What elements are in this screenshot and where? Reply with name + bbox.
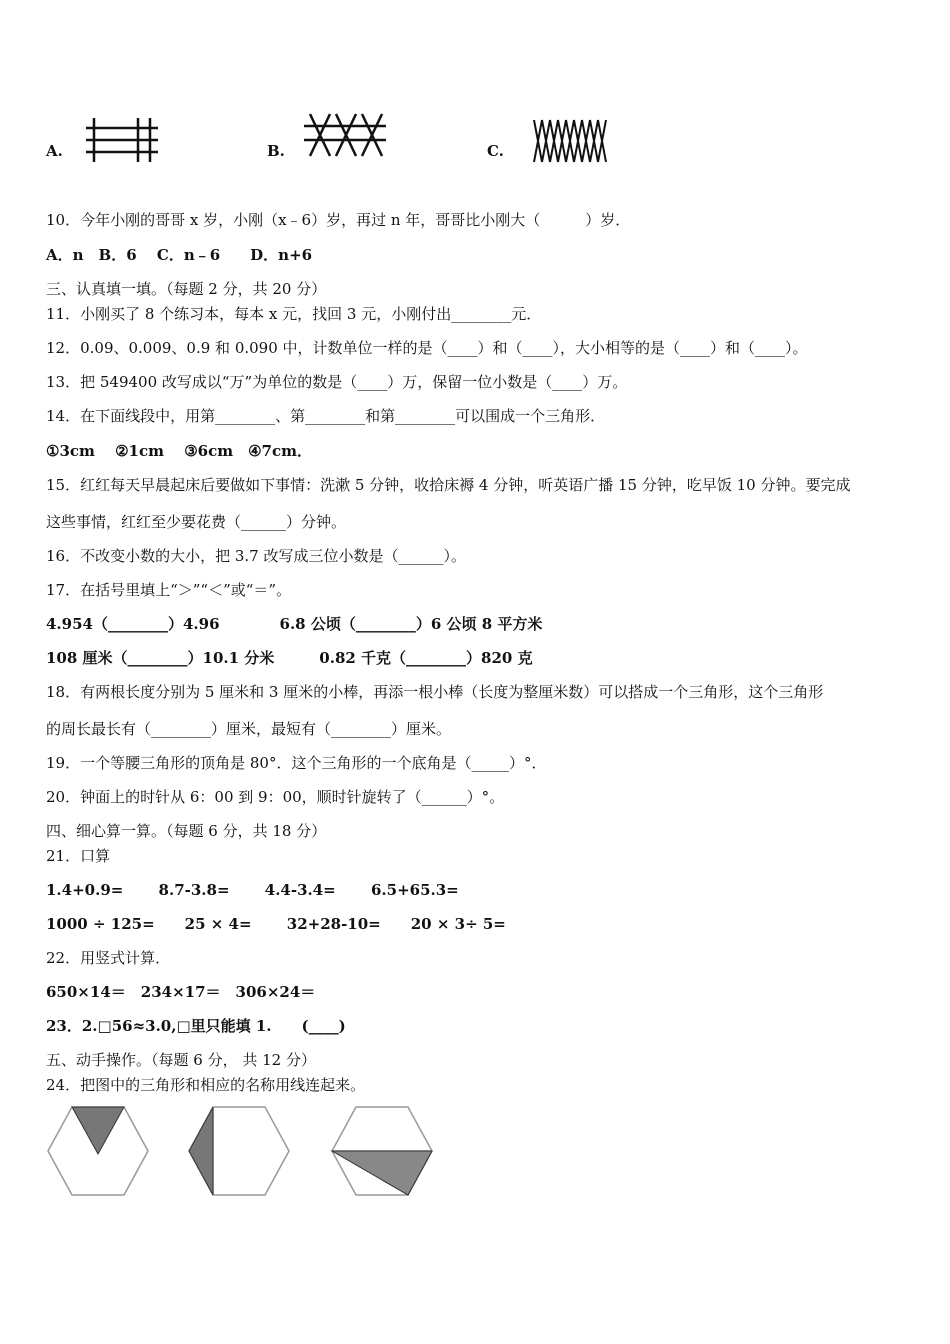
question-18-line-2: 的周长最长有（________）厘米，最短有（________）厘米。 bbox=[46, 720, 452, 738]
question-12: 12．0.09、0.009、0.9 和 0.090 中，计数单位一样的是（____）和（____），大小相等的是（____）和（____）。 bbox=[46, 339, 808, 357]
question-21: 21．口算 bbox=[46, 847, 111, 865]
option-b-label: B. bbox=[267, 142, 285, 160]
hexagon-figure-2 bbox=[186, 1104, 292, 1198]
question-15-line-2: 这些事情，红红至少要花费（______）分钟。 bbox=[46, 513, 347, 531]
question-11: 11．小刚买了 8 个练习本，每本 x 元，找回 3 元，小刚付出________元． bbox=[46, 305, 542, 323]
question-14-options: ①3cm ②1cm ③6cm ④7cm． bbox=[46, 442, 313, 460]
section-4-heading: 四、细心算一算。（每题 6 分，共 18 分） bbox=[46, 822, 327, 840]
question-20: 20．钟面上的时针从 6：00 到 9：00，顺时针旋转了（______）°。 bbox=[46, 788, 505, 806]
question-17: 17．在括号里填上“＞”“＜”或“＝”。 bbox=[46, 581, 292, 599]
hexagon-figure-1 bbox=[46, 1104, 150, 1198]
section-3-heading: 三、认真填一填。（每题 2 分，共 20 分） bbox=[46, 280, 327, 298]
question-22: 22．用竖式计算． bbox=[46, 949, 171, 967]
question-18-line-1: 18．有两根长度分别为 5 厘米和 3 厘米的小棒，再添一根小棒（长度为整厘米数）可以搭成一个三角形，这个三角形 bbox=[46, 683, 824, 701]
question-13: 13．把 549400 改写成以“万”为单位的数是（____）万，保留一位小数是（____）万。 bbox=[46, 373, 628, 391]
question-21-row-2: 1000 ÷ 125= 25 × 4= 32+28-10= 20 × 3÷ 5= bbox=[46, 915, 506, 933]
option-a-label: A. bbox=[46, 142, 63, 160]
question-10-options: A．n B．6 C．n﹣6 D．n+6 bbox=[46, 246, 313, 264]
section-5-heading: 五、动手操作。（每题 6 分， 共 12 分） bbox=[46, 1051, 316, 1069]
question-19: 19．一个等腰三角形的顶角是 80°．这个三角形的一个底角是（_____）°． bbox=[46, 754, 547, 772]
hexagon-figure-3 bbox=[329, 1104, 435, 1198]
question-15-line-1: 15．红红每天早晨起床后要做如下事情：洗漱 5 分钟，收拾床褥 4 分钟，听英语广播 15 分钟，吃早饭 10 分钟。要完成 bbox=[46, 476, 851, 494]
question-17-row-1: 4.954（________）4.96 6.8 公顷（________）6 公顷 8 平方米 bbox=[46, 615, 543, 633]
question-22-problems: 650×14＝ 234×17＝ 306×24＝ bbox=[46, 983, 316, 1001]
option-c-label: C. bbox=[487, 142, 504, 160]
question-24: 24．把图中的三角形和相应的名称用线连起来。 bbox=[46, 1076, 366, 1094]
question-17-row-2: 108 厘米（________）10.1 分米 0.82 千克（________）820 克 bbox=[46, 649, 533, 667]
question-16: 16．不改变小数的大小，把 3.7 改写成三位小数是（______）。 bbox=[46, 547, 466, 565]
question-21-row-1: 1.4+0.9= 8.7-3.8= 4.4-3.4= 6.5+65.3= bbox=[46, 881, 459, 899]
question-23: 23．2.□56≈3.0,□里只能填 1. (____) bbox=[46, 1017, 346, 1035]
figure-b-crossed-lines bbox=[300, 112, 390, 158]
question-10: 10．今年小刚的哥哥 x 岁，小刚（x﹣6）岁，再过 n 年，哥哥比小刚大（ ）岁． bbox=[46, 211, 631, 229]
question-14: 14．在下面线段中，用第________、第________和第________可以围成一个三角形． bbox=[46, 407, 606, 425]
figure-c-zigzag-lines bbox=[532, 116, 608, 164]
figure-a-grid-lines bbox=[86, 118, 160, 162]
